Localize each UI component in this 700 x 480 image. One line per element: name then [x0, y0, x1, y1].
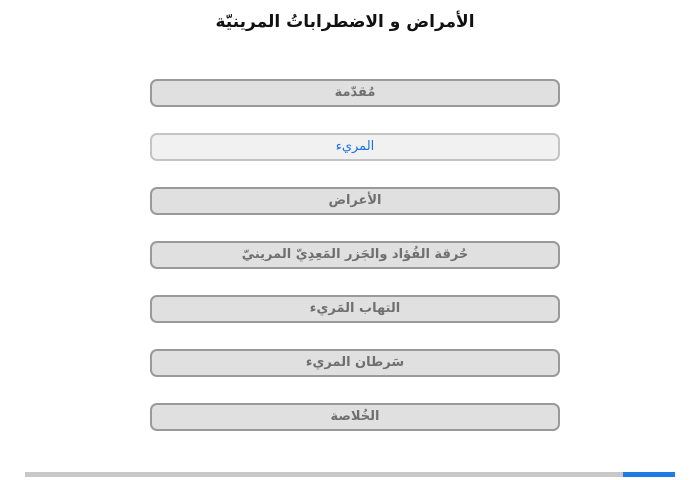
- menu-item-esophagus[interactable]: المريء: [150, 133, 560, 161]
- progress-bar-fill: [623, 472, 675, 477]
- topic-menu: [150, 79, 560, 457]
- menu-item-summary[interactable]: الخُلاصة: [150, 403, 560, 431]
- menu-item-introduction[interactable]: مُقدّمة: [150, 79, 560, 107]
- menu-item-symptoms[interactable]: الأعراض: [150, 187, 560, 215]
- menu-item-heartburn-reflux[interactable]: حُرقة الفُؤاد والجَزر المَعِدِيّ المرينيّ: [150, 241, 560, 269]
- page-title: الأمراض و الاضطراباتُ المرينيّة: [215, 12, 475, 32]
- menu-item-esophageal-cancer[interactable]: سَرطان المريء: [150, 349, 560, 377]
- menu-item-esophagitis[interactable]: التهاب المَريء: [150, 295, 560, 323]
- progress-bar: [25, 472, 675, 477]
